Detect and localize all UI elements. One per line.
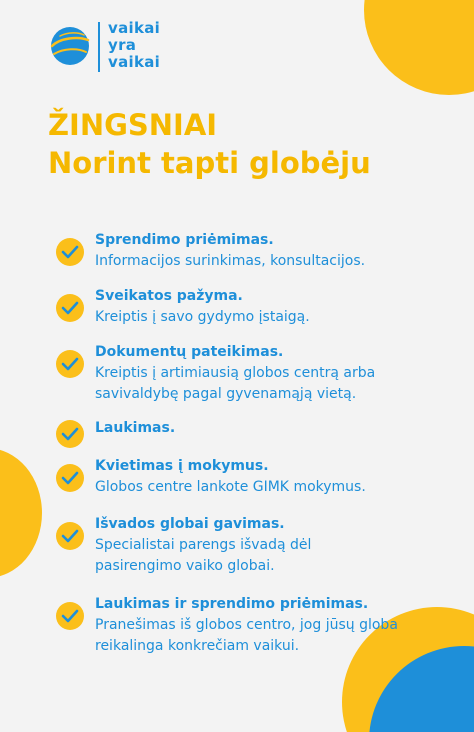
step-item — [56, 514, 311, 577]
logo-wordmark — [108, 20, 160, 71]
step-text — [95, 514, 311, 577]
logo-line-2: yra — [108, 36, 137, 54]
check-icon — [56, 420, 84, 448]
decorative-circle-left — [0, 448, 42, 578]
step-title: Laukimas. — [95, 420, 176, 436]
step-description-line-1: Specialistai parengs išvadą dėl — [95, 537, 312, 553]
logo-line-1: vaikai — [108, 19, 161, 37]
step-description: Informacijos surinkimas, konsultacijos. — [95, 253, 366, 269]
step-title: Sprendimo priėmimas. — [95, 232, 274, 248]
step-description: Kreiptis į savo gydymo įstaigą. — [95, 309, 310, 325]
step-description-line-2: savivaldybę pagal gyvenamąją vietą. — [95, 386, 357, 402]
step-item — [56, 594, 398, 657]
step-item — [56, 342, 375, 405]
step-title: Kvietimas į mokymus. — [95, 458, 269, 474]
step-text — [95, 286, 310, 328]
step-title: Laukimas ir sprendimo priėmimas. — [95, 596, 369, 612]
step-description-line-2: reikalinga konkrečiam vaikui. — [95, 638, 300, 654]
decorative-circle-top-right — [364, 0, 474, 95]
globe-icon — [48, 24, 92, 68]
step-text — [95, 418, 175, 439]
step-text — [95, 342, 375, 405]
logo-divider — [98, 22, 100, 72]
page-title — [48, 106, 371, 182]
step-description-line-1: Pranešimas iš globos centro, jog jūsų globa — [95, 617, 398, 633]
step-description-line-1: Kreiptis į artimiausią globos centrą arba — [95, 365, 376, 381]
step-text — [95, 594, 398, 657]
logo-line-3: vaikai — [108, 53, 161, 71]
check-icon — [56, 350, 84, 378]
check-icon — [56, 522, 84, 550]
title-line-1: ŽINGSNIAI — [48, 108, 218, 142]
step-item — [56, 418, 175, 448]
title-line-2: Norint tapti globėju — [48, 146, 371, 180]
step-text — [95, 456, 366, 498]
step-title: Sveikatos pažyma. — [95, 288, 243, 304]
step-item — [56, 230, 365, 272]
step-item — [56, 286, 310, 328]
step-description-line-2: pasirengimo vaiko globai. — [95, 558, 275, 574]
logo — [48, 20, 160, 72]
check-icon — [56, 294, 84, 322]
check-icon — [56, 602, 84, 630]
step-title: Dokumentų pateikimas. — [95, 344, 284, 360]
step-description: Globos centre lankote GIMK mokymus. — [95, 479, 366, 495]
step-title: Išvados globai gavimas. — [95, 516, 285, 532]
step-text — [95, 230, 365, 272]
step-item — [56, 456, 366, 498]
check-icon — [56, 238, 84, 266]
check-icon — [56, 464, 84, 492]
